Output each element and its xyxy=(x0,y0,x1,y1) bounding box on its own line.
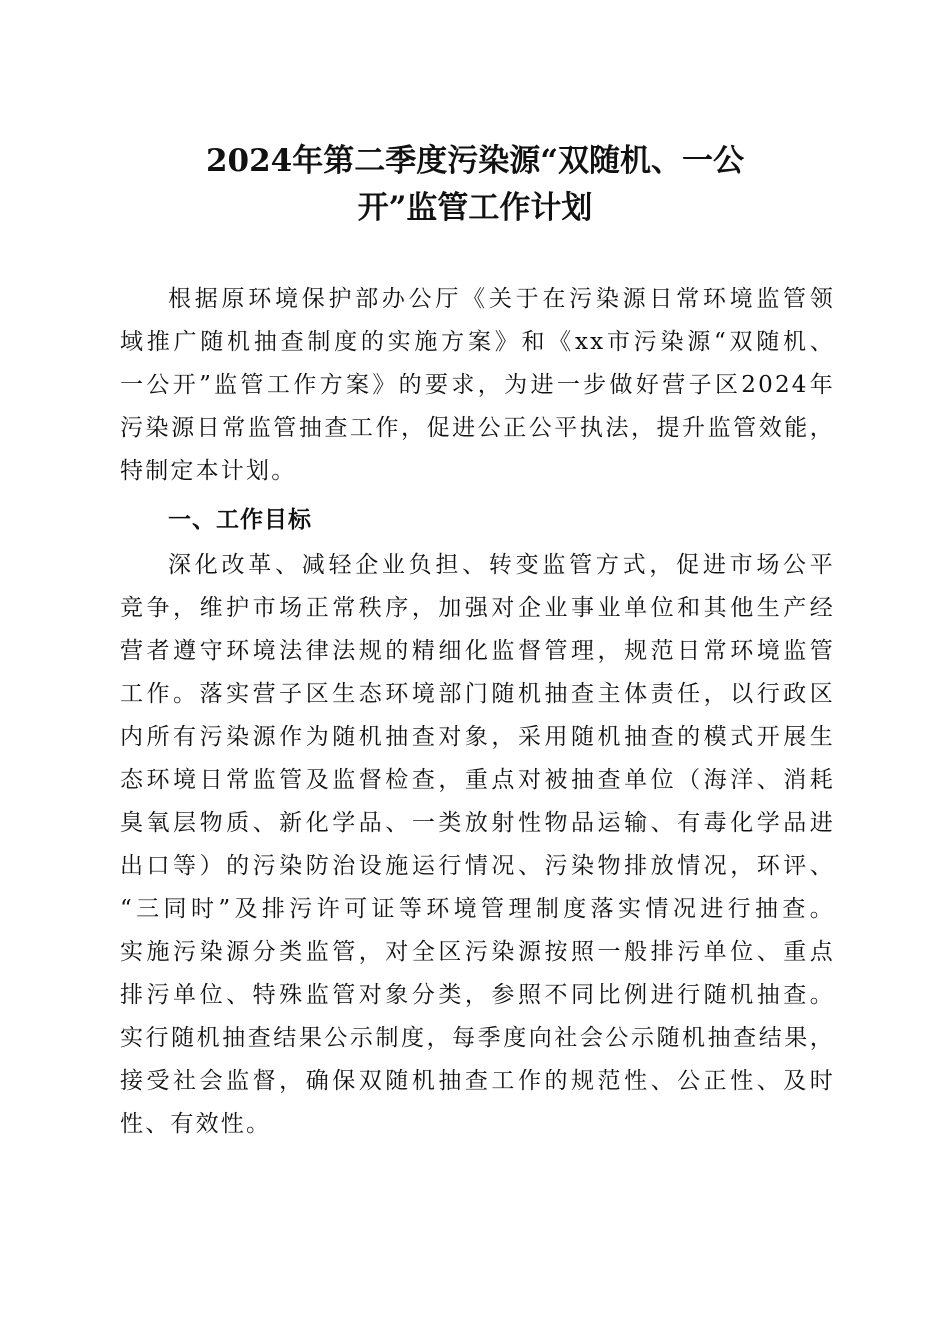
intro-line-1: 根据原环境保护部办公厅《关于在污染源日常环境监管领 xyxy=(168,286,835,312)
intro-line-5: 特制定本计划。 xyxy=(120,458,297,484)
section-1-line-8: 出口等）的污染防治设施运行情况、污染物排放情况，环评、 xyxy=(120,853,835,879)
section-1-line-13: 接受社会监督，确保双随机抽查工作的规范性、公正性、及时 xyxy=(120,1068,835,1094)
intro-line-2: 域推广随机抽查制度的实施方案》和《xx市污染源“双随机、 xyxy=(120,329,835,355)
section-1-line-4: 工作。落实营子区生态环境部门随机抽查主体责任，以行政区 xyxy=(120,681,835,707)
section-1-line-10: 实施污染源分类监管，对全区污染源按照一般排污单位、重点 xyxy=(120,939,835,965)
section-1-line-14: 性、有效性。 xyxy=(120,1111,272,1137)
document-title-line-2: 开”监管工作计划 xyxy=(357,190,593,226)
section-1-line-12: 实行随机抽查结果公示制度，每季度向社会公示随机抽查结果， xyxy=(120,1025,835,1051)
section-1-line-2: 竞争，维护市场正常秩序，加强对企业事业单位和其他生产经 xyxy=(120,595,835,621)
section-1-line-11: 排污单位、特殊监管对象分类，参照不同比例进行随机抽查。 xyxy=(120,982,835,1008)
document-title-line-1: 2024年第二季度污染源“双随机、一公 xyxy=(205,143,745,179)
section-1-line-3: 营者遵守环境法律法规的精细化监督管理，规范日常环境监管 xyxy=(120,638,835,664)
section-1-line-7: 臭氧层物质、新化学品、一类放射性物品运输、有毒化学品进 xyxy=(120,810,835,836)
section-1-line-6: 态环境日常监管及监督检查，重点对被抽查单位（海洋、消耗 xyxy=(120,767,835,793)
section-1-line-5: 内所有污染源作为随机抽查对象，采用随机抽查的模式开展生 xyxy=(120,724,835,750)
section-1-line-9: “三同时”及排污许可证等环境管理制度落实情况进行抽查。 xyxy=(120,896,835,922)
intro-line-4: 污染源日常监管抽查工作，促进公正公平执法，提升监管效能， xyxy=(120,415,835,441)
section-1-heading: 一、工作目标 xyxy=(168,507,312,533)
section-1-line-1: 深化改革、减轻企业负担、转变监管方式，促进市场公平 xyxy=(168,552,835,578)
intro-line-3: 一公开”监管工作方案》的要求，为进一步做好营子区2024年 xyxy=(120,372,835,398)
